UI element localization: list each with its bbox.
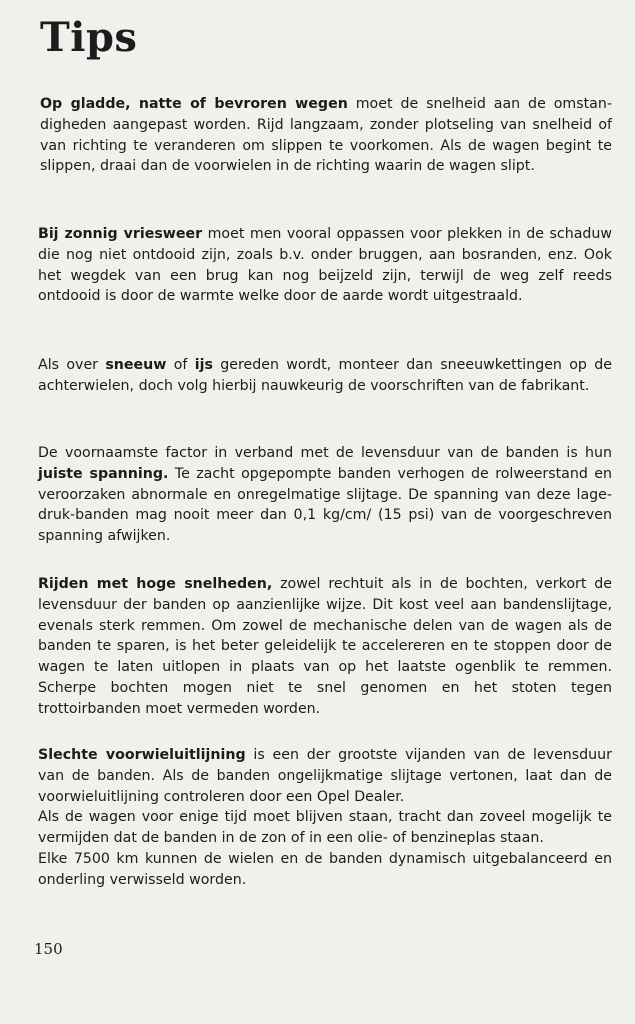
paragraph-snow-ice (38, 355, 612, 397)
paragraph-bold-snow: sneeuw (105, 357, 167, 373)
paragraph-body-parking: Als de wagen voor enige tijd moet blijven staan, tracht dan zoveel mogelijk te vermijden dat de banden in de zon of in een olie- of benzineplas staan. (38, 809, 612, 847)
paragraph-body: is een der grootste vijanden van de levensduur van de banden. Als de banden ongelijkmatige slijtage vertonen, laat dan de voorwieluitlijning controleren door een Opel Dealer. (38, 747, 612, 805)
paragraph-alignment (38, 745, 612, 891)
page-title: Tips (40, 14, 138, 61)
paragraph-body: moet de snelheid aan de omstandigheden aangepast worden. Rijd langzaam, zonder plotseling van snelheid of van richting te veranderen om slippen te voorkomen. Als de wagen begint te slippen, draai dan de voorwielen in de richting waarin de wagen slipt. (40, 96, 612, 175)
paragraph-body: moet men vooral oppassen voor plekken in de schaduw die nog niet ontdooid zijn, zoals b.v. onder bruggen, aan bosranden, enz. Ook het wegdek van een brug kan nog beijzeld zijn, terwijl de weg zelf reeds ontdooid is door de warmte welke door de aarde wordt uitgestraald. (38, 226, 612, 305)
paragraph-bold-ice: ijs (194, 357, 213, 373)
paragraph-body: De voornaamste factor in verband met de levensduur van de banden is hun (38, 445, 612, 461)
paragraph-tire-pressure (38, 443, 612, 547)
paragraph-lead: juiste spanning. (38, 465, 169, 482)
page-number: 150 (34, 940, 63, 958)
paragraph-high-speed (38, 574, 612, 720)
paragraph-lead: Slechte voorwieluitlijning (38, 747, 246, 763)
paragraph-slippery-roads (40, 94, 612, 177)
paragraph-body: zowel rechtuit als in de bochten, verkort de levensduur der banden op aanzienlijke wijze. Dit kost veel aan bandenslijtage, evenals sterk remmen. Om zowel de mechanische delen van de wagen als de banden te sparen, is het beter geleidelijk te accelereren en te stoppen door de wagen te laten uitlopen in plaats van op het laatste ogenblik te remmen. Scherpe bochten mogen niet te snel genomen en het stoten tegen trottoirbanden moet vermeden worden. (38, 576, 612, 717)
paragraph-frost (38, 224, 612, 307)
paragraph-body: Als over (38, 357, 106, 373)
paragraph-lead: Rijden met hoge snelheden, (38, 576, 273, 592)
paragraph-lead: Op gladde, natte of bevroren wegen (40, 96, 348, 112)
paragraph-lead: Bij zonnig vriesweer (38, 226, 203, 242)
paragraph-body: gereden wordt, monteer dan sneeuwkettingen op de achterwielen, doch volg hierbij nauwkeurig de voorschriften van de fabrikant. (38, 357, 613, 394)
paragraph-body: of (166, 357, 195, 373)
paragraph-body-balancing: Elke 7500 km kunnen de wielen en de banden dynamisch uitgebalanceerd en onderling verwisseld worden. (38, 850, 612, 888)
paragraph-body: Te zacht opgepompte banden verhogen de rolweerstand en veroorzaken abnormale en onregelmatige slijtage. De spanning van deze lage-druk-banden mag nooit meer dan 0,1 kg/cm/ (15 psi) van de voorgeschreven spanning afwijken. (38, 465, 613, 545)
